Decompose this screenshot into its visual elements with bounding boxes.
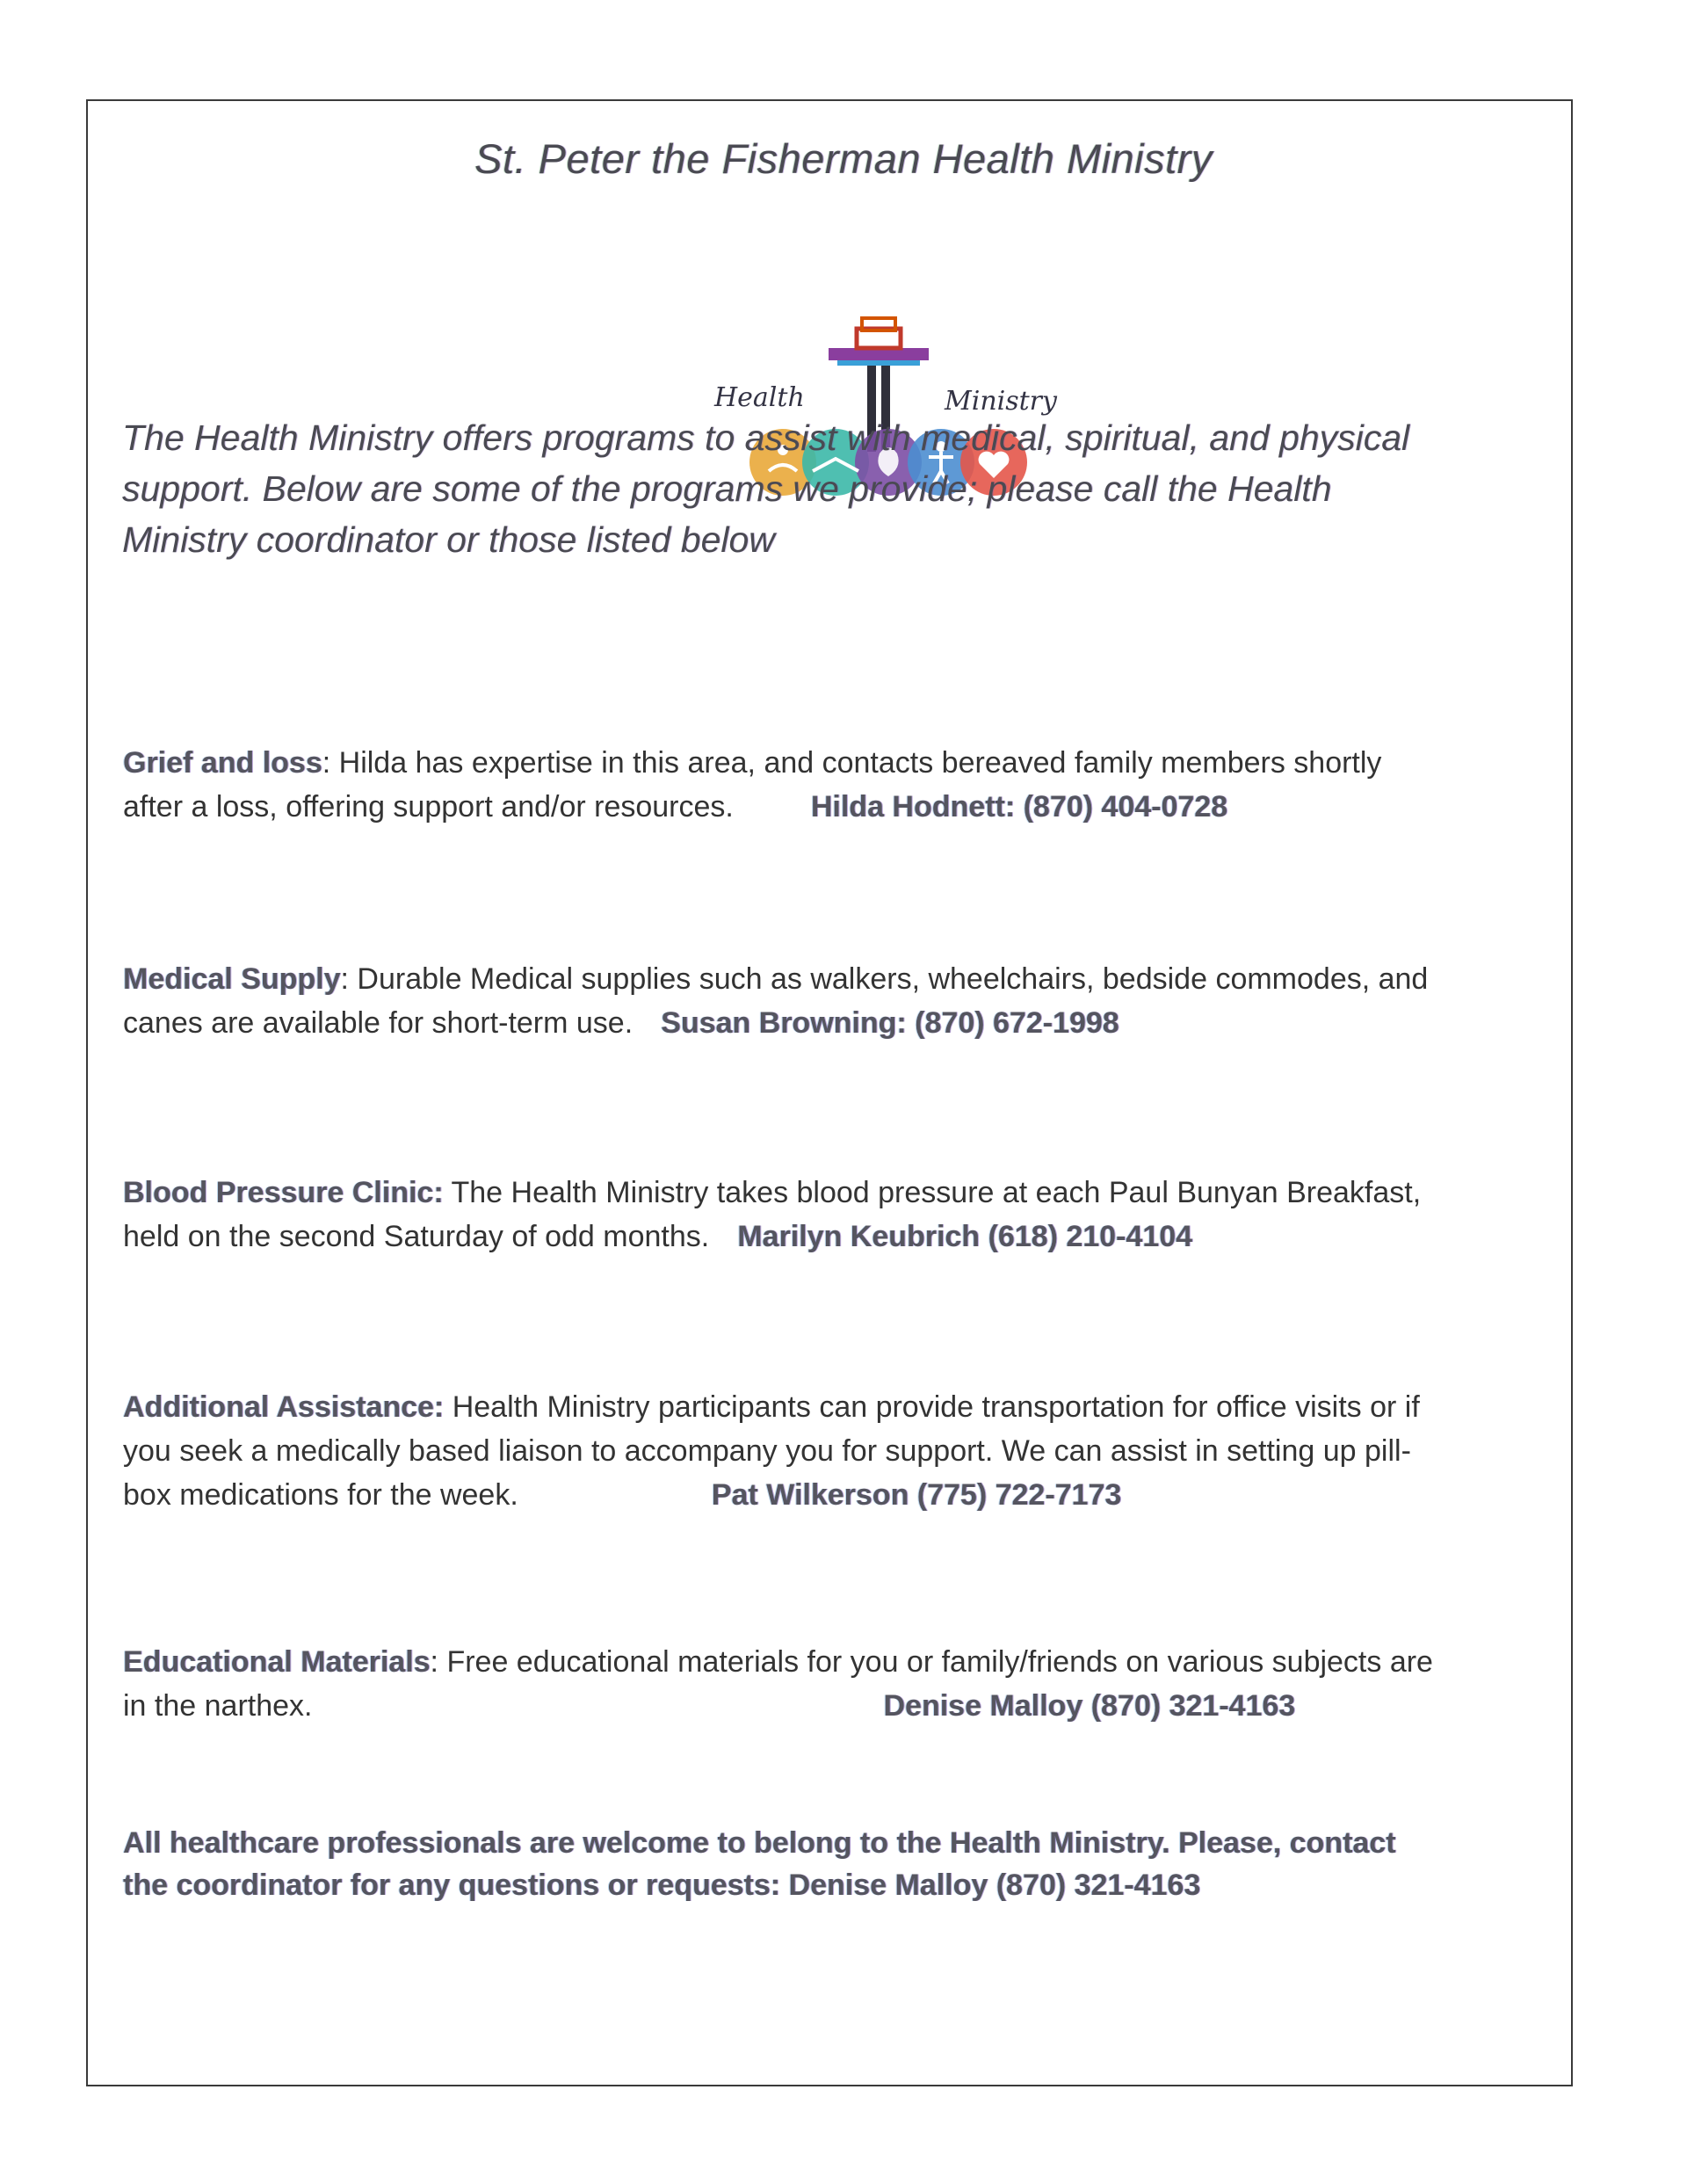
section-heading: Grief and loss xyxy=(123,746,322,780)
section-heading: Blood Pressure Clinic: xyxy=(123,1176,444,1209)
section-additional-assistance xyxy=(123,1385,1445,1517)
section-contact: Pat Wilkerson (775) 722-7173 xyxy=(711,1478,1122,1512)
section-text: Durable Medical supplies such as walkers, wheelchairs, bedside commodes, and canes are available for short-term use. xyxy=(123,962,1429,1040)
section-text: Hilda has expertise in this area, and contacts bereaved family members shortly after a loss, offering support and/or resources. xyxy=(123,746,1382,824)
section-contact: Susan Browning: (870) 672-1998 xyxy=(661,1006,1119,1040)
intro-paragraph: The Health Ministry offers programs to assist with medical, spiritual, and physical support. Below are some of the programs we provide; please call the Health Ministry coordinator or those listed below xyxy=(122,417,1410,560)
section-text: Health Ministry participants can provide transportation for office visits or if you seek a medically based liaison to accompany you for support. We can assist in setting up pill-box medications for the week. xyxy=(123,1390,1420,1512)
section-text: The Health Ministry takes blood pressure at each Paul Bunyan Breakfast, held on the second Saturday of odd months. xyxy=(123,1176,1422,1253)
section-heading: Additional Assistance: xyxy=(123,1390,445,1424)
section-medical-supply: Medical Supply: Durable Medical supplies such as walkers, wheelchairs, bedside commodes, and canes are available for short-term use. Susan Browning: (870) 672-1998 xyxy=(123,962,1429,1040)
section-heading: Educational Materials xyxy=(123,1645,431,1679)
section-grief-and-loss: Grief and loss: Hilda has expertise in this area, and contacts bereaved family members shortly after a loss, offering support and/or resources. Hilda Hodnett: (870) 404-0728 xyxy=(123,746,1382,824)
section-contact: Hilda Hodnett: (870) 404-0728 xyxy=(810,790,1228,824)
section-text: Free educational materials for you or family/friends on various subjects are in the narthex. xyxy=(123,1645,1433,1723)
logo-word-ministry: Ministry xyxy=(945,386,1057,417)
section-educational-materials: Educational Materials: Free educational materials for you or family/friends on various subjects are in the narthex. Denise Malloy (870) 321-4163 xyxy=(123,1645,1433,1723)
footer-note: All healthcare professionals are welcome to belong to the Health Ministry. Please, contact the coordinator for any questions or requests: Denise Malloy (870) 321-4163 xyxy=(123,1826,1396,1902)
page-title: St. Peter the Fisherman Health Ministry xyxy=(474,135,1213,182)
section-blood-pressure-clinic xyxy=(123,1171,1445,1259)
logo-word-health: Health xyxy=(714,382,805,413)
section-contact: Denise Malloy (870) 321-4163 xyxy=(883,1689,1296,1723)
section-heading: Medical Supply xyxy=(123,962,341,996)
section-contact: Marilyn Keubrich (618) 210-4104 xyxy=(737,1220,1193,1253)
